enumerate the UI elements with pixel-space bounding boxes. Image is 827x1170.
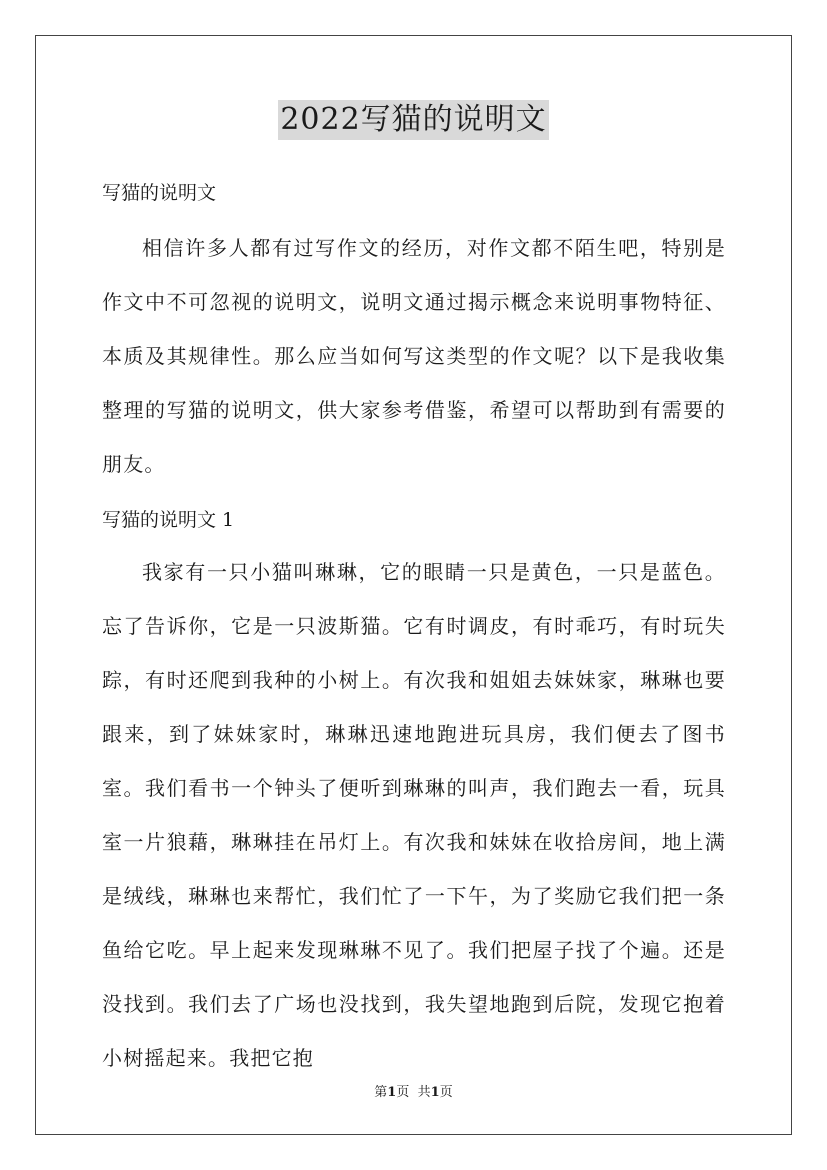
total-prefix: 共 xyxy=(417,1085,431,1100)
section-1-heading: 写猫的说明文 1 xyxy=(102,509,235,531)
page-footer xyxy=(0,1084,827,1102)
page-total: 1 xyxy=(430,1085,440,1100)
document-title xyxy=(0,100,827,140)
page-prefix: 第 xyxy=(374,1085,388,1100)
intro-paragraph: 相信许多人都有过写作文的经历，对作文都不陌生吧，特别是作文中不可忽视的说明文，说明文通过揭示概念来说明事物特征、本质及其规律性。那么应当如何写这类型的作文呢？以下是我收集整理的写猫的说明文，供大家参考借鉴，希望可以帮助到有需要的朋友。 xyxy=(102,236,726,476)
intro-heading: 写猫的说明文 xyxy=(102,182,217,204)
page-current: 1 xyxy=(387,1085,397,1100)
section-1-paragraph: 我家有一只小猫叫琳琳，它的眼睛一只是黄色，一只是蓝色。忘了告诉你，它是一只波斯猫。它有时调皮，有时乖巧，有时玩失踪，有时还爬到我种的小树上。有次我和姐姐去妹妹家，琳琳也要跟来，到了妹妹家时，琳琳迅速地跑进玩具房，我们便去了图书室。我们看书一个钟头了便听到琳琳的叫声，我们跑去一看，玩具室一片狼藉，琳琳挂在吊灯上。有次我和妹妹在收拾房间，地上满是绒线，琳琳也来帮忙，我们忙了一下午，为了奖励它我们把一条鱼给它吃。早上起来发现琳琳不见了。我们把屋子找了个遍。还是没找到。我们去了广场也没找到，我失望地跑到后院，发现它抱着小树摇起来。我把它抱 xyxy=(102,560,726,1070)
page-suffix: 页 xyxy=(396,1085,410,1100)
total-suffix: 页 xyxy=(439,1085,453,1100)
document-title-text: 2022写猫的说明文 xyxy=(278,100,548,140)
